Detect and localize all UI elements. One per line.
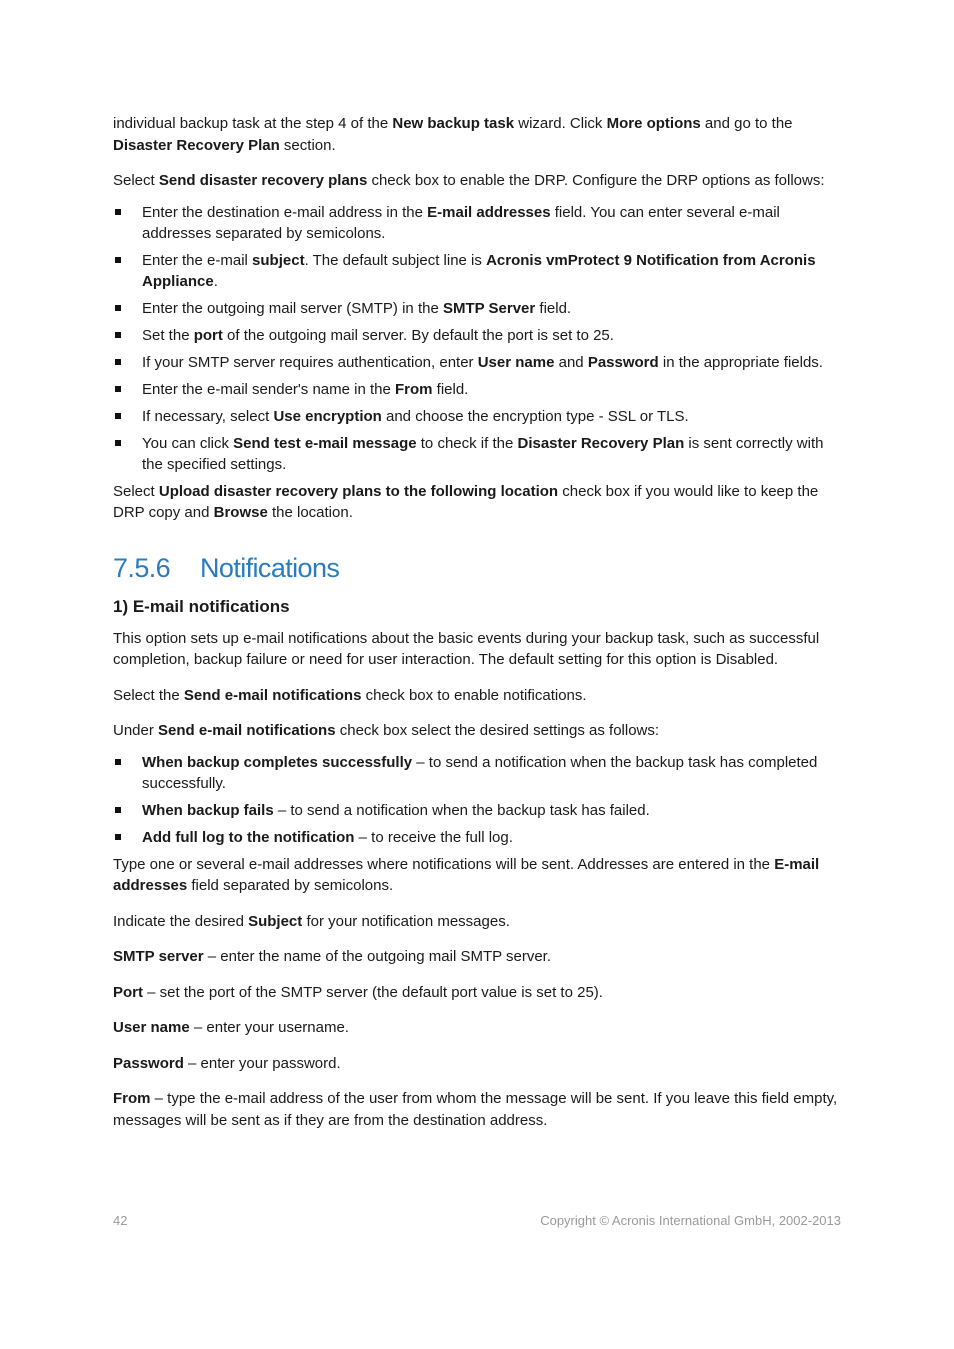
text-run: section. — [279, 136, 336, 154]
bold-term: Use encryption — [273, 407, 382, 425]
text-run: – to send a notification when the backup task has completed successfully. — [142, 753, 818, 792]
notification-paragraphs — [113, 628, 841, 742]
text-run: Select — [113, 482, 159, 500]
section-heading — [113, 552, 841, 584]
bold-term: When backup completes successfully — [142, 753, 413, 771]
text-run: You can click — [142, 434, 234, 452]
intro-paragraph — [113, 113, 841, 156]
text-run: and go to the — [700, 115, 793, 132]
text-run: – set the port of the SMTP server (the default port value is set to 25). — [143, 983, 603, 1001]
bold-term: E-mail addresses — [427, 203, 551, 221]
bold-term: SMTP server — [113, 948, 204, 965]
text-run: If your SMTP server requires authentication, enter — [142, 353, 478, 371]
text-run: . The default subject line is — [304, 251, 487, 269]
bold-term: Send disaster recovery plans — [158, 172, 368, 189]
text-run: Select — [113, 172, 159, 189]
bold-term: E-mail addresses — [113, 855, 820, 894]
text-run: Enter the outgoing mail server (SMTP) in the — [142, 299, 443, 317]
square-bullet-icon — [115, 759, 121, 765]
text-run: Set the — [142, 326, 194, 344]
list-item — [113, 298, 841, 319]
text-run: – to receive the full log. — [354, 828, 513, 846]
text-run: field. — [432, 380, 469, 398]
bold-term: New backup task — [392, 115, 515, 132]
square-bullet-icon — [115, 413, 121, 419]
list-item — [113, 202, 841, 244]
paragraph — [113, 946, 841, 968]
text-run: check box to enable notifications. — [361, 686, 587, 704]
text-run: Select the — [113, 686, 184, 704]
bold-term: Password — [113, 1054, 184, 1072]
text-run: wizard. Click — [514, 115, 607, 132]
square-bullet-icon — [115, 386, 121, 392]
list-item — [113, 379, 841, 400]
bold-term: Send test e-mail message — [233, 434, 417, 452]
paragraph — [113, 628, 841, 671]
square-bullet-icon — [115, 359, 121, 365]
paragraph — [113, 911, 841, 933]
square-bullet-icon — [115, 257, 121, 263]
text-run: field. You can enter several e-mail addresses separated by semicolons. — [142, 203, 780, 242]
bold-term: More options — [606, 115, 701, 132]
list-item — [113, 406, 841, 427]
drp-options-list — [113, 202, 841, 475]
text-run: check box to enable the DRP. Configure the DRP options as follows: — [367, 172, 825, 189]
bold-term: Disaster Recovery Plan — [517, 434, 685, 452]
bold-term: Upload disaster recovery plans to the following location — [158, 482, 559, 500]
list-item — [113, 352, 841, 373]
text-run: Enter the e-mail sender's name in the — [142, 380, 395, 398]
list-item — [113, 827, 841, 848]
bold-term: From — [395, 380, 433, 398]
paragraph — [113, 685, 841, 707]
list-item — [113, 250, 841, 292]
bold-term: Add full log to the notification — [142, 828, 355, 846]
square-bullet-icon — [115, 440, 121, 446]
text-run: . — [213, 272, 218, 290]
bold-term: Port — [113, 983, 143, 1001]
square-bullet-icon — [115, 332, 121, 338]
bold-term: Send e-mail notifications — [183, 686, 362, 704]
bold-term: User name — [113, 1019, 190, 1036]
text-run: Enter the destination e-mail address in the — [142, 203, 428, 221]
text-run: of the outgoing mail server. By default the port is set to 25. — [222, 326, 614, 344]
settings-paragraphs — [113, 854, 841, 1132]
section-title: Notifications — [200, 552, 340, 583]
text-run: – enter your password. — [183, 1054, 341, 1072]
bold-term: Password — [587, 353, 659, 371]
paragraph — [113, 1088, 841, 1131]
upload-paragraph — [113, 481, 841, 524]
drp-select-paragraph — [113, 170, 841, 192]
subheading: 1) E-mail notifications — [113, 596, 290, 616]
list-item — [113, 433, 841, 475]
bold-term: Acronis vmProtect 9 Notification from Acronis Appliance — [142, 251, 816, 290]
bold-term: When backup fails — [142, 801, 274, 819]
text-run: for your notification messages. — [302, 912, 510, 930]
text-run: Type one or several e-mail addresses where notifications will be sent. Addresses are entered in the — [113, 855, 775, 873]
text-run: This option sets up e-mail notifications about the basic events during your backup task, such as successful completion, backup failure or need for user interaction. The default setting for this option is Disabled. — [113, 629, 820, 668]
section-number: 7.5.6 — [113, 552, 171, 583]
bold-term: Browse — [213, 504, 268, 521]
bold-term: From — [113, 1090, 151, 1107]
paragraph — [113, 1053, 841, 1075]
text-run: Indicate the desired — [113, 912, 249, 930]
text-run: individual backup task at the step 4 of the — [113, 115, 393, 132]
bold-term: Disaster Recovery Plan — [113, 136, 280, 154]
bold-term: User name — [477, 353, 555, 371]
text-run: check box select the desired settings as follows: — [335, 722, 660, 739]
text-run: is sent correctly with the specified settings. — [142, 434, 824, 473]
text-run: – to send a notification when the backup task has failed. — [273, 801, 650, 819]
square-bullet-icon — [115, 305, 121, 311]
text-run: field. — [535, 299, 572, 317]
list-item — [113, 325, 841, 346]
text-run: Enter the e-mail — [142, 251, 253, 269]
bold-term: subject — [252, 251, 305, 269]
bold-term: Subject — [248, 912, 303, 930]
text-run: – enter the name of the outgoing mail SMTP server. — [203, 948, 552, 965]
copyright-text: Copyright © Acronis International GmbH, 2002-2013 — [540, 1213, 841, 1228]
text-run: and — [554, 353, 588, 371]
list-item — [113, 752, 841, 794]
text-run: If necessary, select — [142, 407, 274, 425]
text-run: – type the e-mail address of the user from whom the message will be sent. If you leave this field empty, messages will be sent as if they are from the destination address. — [113, 1090, 838, 1129]
bold-term: SMTP Server — [442, 299, 536, 317]
text-run: in the appropriate fields. — [658, 353, 823, 371]
square-bullet-icon — [115, 807, 121, 813]
list-item — [113, 800, 841, 821]
text-run: to check if the — [416, 434, 518, 452]
page-number: 42 — [113, 1213, 128, 1228]
paragraph — [113, 720, 841, 742]
text-run: and choose the encryption type - SSL or TLS. — [381, 407, 689, 425]
paragraph — [113, 854, 841, 897]
bold-term: Send e-mail notifications — [158, 722, 336, 739]
text-run: check box if you would like to keep the DRP copy and — [113, 482, 819, 521]
paragraph — [113, 1017, 841, 1039]
text-run: Under — [113, 722, 159, 739]
text-run: – enter your username. — [189, 1019, 349, 1036]
text-run: the location. — [267, 504, 353, 521]
document-page — [113, 113, 841, 1131]
bold-term: port — [193, 326, 223, 344]
paragraph — [113, 982, 841, 1004]
notification-options-list — [113, 752, 841, 848]
page-footer — [113, 1213, 841, 1228]
text-run: field separated by semicolons. — [187, 877, 394, 894]
square-bullet-icon — [115, 209, 121, 215]
square-bullet-icon — [115, 834, 121, 840]
